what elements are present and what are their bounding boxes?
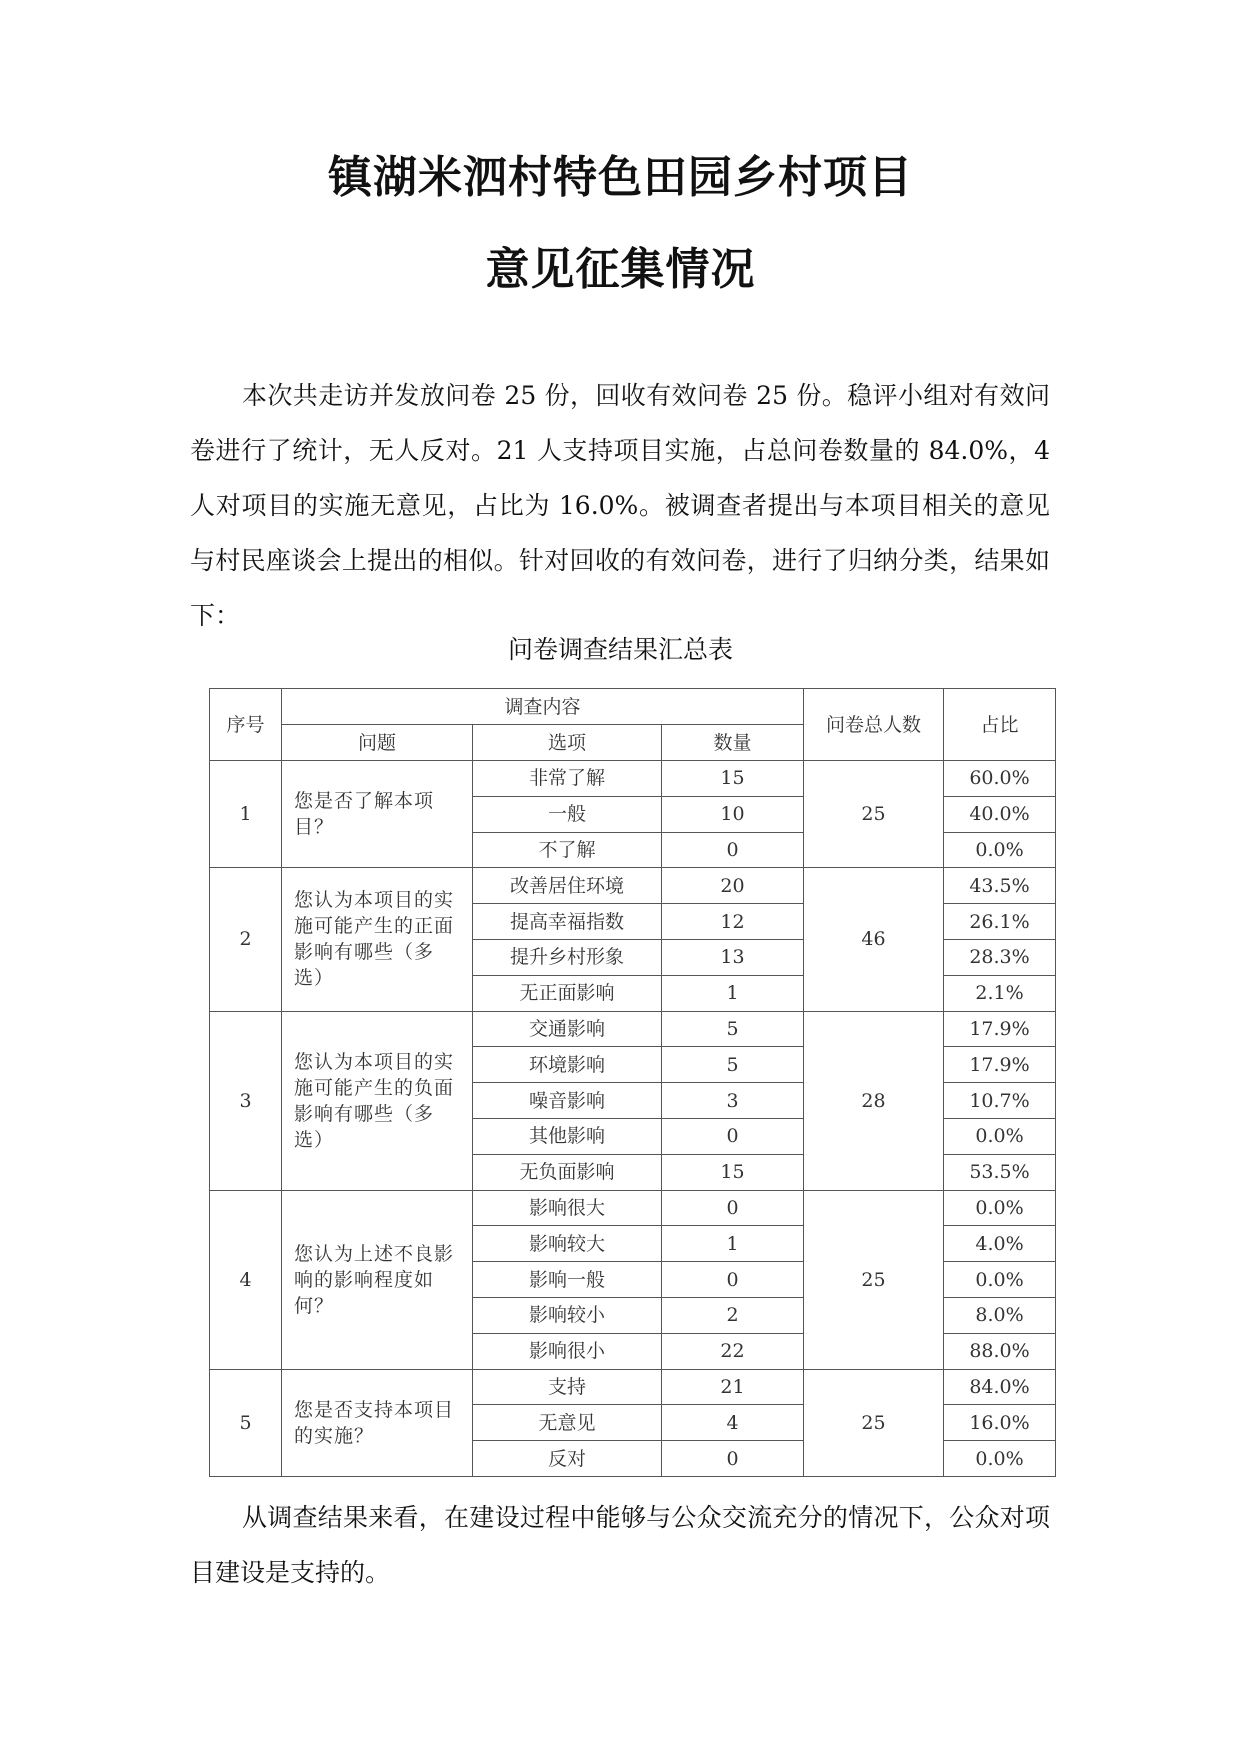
row-index: 5 bbox=[210, 1369, 282, 1476]
row-question: 您认为上述不良影响的影响程度如何？ bbox=[282, 1190, 473, 1369]
table-row bbox=[210, 868, 1056, 904]
row-count: 0 bbox=[662, 1190, 804, 1226]
header-total: 问卷总人数 bbox=[804, 689, 944, 761]
row-ratio: 4.0% bbox=[944, 1226, 1056, 1262]
row-ratio: 8.0% bbox=[944, 1297, 1056, 1333]
row-ratio: 10.7% bbox=[944, 1083, 1056, 1119]
table-row bbox=[210, 1011, 1056, 1047]
row-option: 不了解 bbox=[473, 832, 662, 868]
row-ratio: 0.0% bbox=[944, 1441, 1056, 1477]
row-option: 一般 bbox=[473, 796, 662, 832]
row-count: 0 bbox=[662, 1441, 804, 1477]
row-question: 您是否了解本项目？ bbox=[282, 761, 473, 868]
table-row bbox=[210, 761, 1056, 797]
row-option: 改善居住环境 bbox=[473, 868, 662, 904]
row-count: 22 bbox=[662, 1333, 804, 1369]
row-option: 影响较大 bbox=[473, 1226, 662, 1262]
survey-summary-table bbox=[209, 688, 1056, 1477]
row-option: 其他影响 bbox=[473, 1118, 662, 1154]
table-row bbox=[210, 1369, 1056, 1405]
table-caption: 问卷调查结果汇总表 bbox=[507, 635, 733, 664]
row-ratio: 16.0% bbox=[944, 1405, 1056, 1441]
row-ratio: 40.0% bbox=[944, 796, 1056, 832]
row-option: 无意见 bbox=[473, 1405, 662, 1441]
row-total: 25 bbox=[804, 1190, 944, 1369]
row-total: 28 bbox=[804, 1011, 944, 1190]
row-count: 13 bbox=[662, 939, 804, 975]
document-title-line-1: 镇湖米泗村特色田园乡村项目 bbox=[328, 152, 913, 203]
document-title-line-2: 意见征集情况 bbox=[485, 244, 756, 295]
row-option: 反对 bbox=[473, 1441, 662, 1477]
row-option: 交通影响 bbox=[473, 1011, 662, 1047]
conclusion-paragraph: 从调查结果来看，在建设过程中能够与公众交流充分的情况下，公众对项目建设是支持的。 bbox=[190, 1503, 1050, 1587]
row-total: 25 bbox=[804, 1369, 944, 1476]
row-count: 12 bbox=[662, 904, 804, 940]
table-row bbox=[210, 1190, 1056, 1226]
row-ratio: 17.9% bbox=[944, 1047, 1056, 1083]
row-count: 10 bbox=[662, 796, 804, 832]
row-option: 提高幸福指数 bbox=[473, 904, 662, 940]
row-option: 噪音影响 bbox=[473, 1083, 662, 1119]
row-count: 20 bbox=[662, 868, 804, 904]
row-index: 1 bbox=[210, 761, 282, 868]
row-count: 5 bbox=[662, 1047, 804, 1083]
row-ratio: 17.9% bbox=[944, 1011, 1056, 1047]
header-count: 数量 bbox=[662, 725, 804, 761]
row-option: 环境影响 bbox=[473, 1047, 662, 1083]
row-count: 4 bbox=[662, 1405, 804, 1441]
row-question: 您是否支持本项目的实施？ bbox=[282, 1369, 473, 1476]
row-count: 0 bbox=[662, 1262, 804, 1298]
row-total: 25 bbox=[804, 761, 944, 868]
row-ratio: 26.1% bbox=[944, 904, 1056, 940]
row-option: 影响一般 bbox=[473, 1262, 662, 1298]
row-question: 您认为本项目的实施可能产生的正面影响有哪些（多选） bbox=[282, 868, 473, 1011]
row-index: 4 bbox=[210, 1190, 282, 1369]
row-option: 影响很大 bbox=[473, 1190, 662, 1226]
row-ratio: 0.0% bbox=[944, 1118, 1056, 1154]
row-count: 2 bbox=[662, 1297, 804, 1333]
row-ratio: 53.5% bbox=[944, 1154, 1056, 1190]
row-option: 无负面影响 bbox=[473, 1154, 662, 1190]
row-option: 非常了解 bbox=[473, 761, 662, 797]
row-ratio: 2.1% bbox=[944, 975, 1056, 1011]
row-ratio: 0.0% bbox=[944, 832, 1056, 868]
row-ratio: 28.3% bbox=[944, 939, 1056, 975]
header-index: 序号 bbox=[210, 689, 282, 761]
row-count: 15 bbox=[662, 761, 804, 797]
row-question: 您认为本项目的实施可能产生的负面影响有哪些（多选） bbox=[282, 1011, 473, 1190]
row-ratio: 43.5% bbox=[944, 868, 1056, 904]
header-option: 选项 bbox=[473, 725, 662, 761]
row-count: 5 bbox=[662, 1011, 804, 1047]
row-count: 3 bbox=[662, 1083, 804, 1119]
row-option: 提升乡村形象 bbox=[473, 939, 662, 975]
row-count: 1 bbox=[662, 1226, 804, 1262]
row-count: 1 bbox=[662, 975, 804, 1011]
header-content: 调查内容 bbox=[282, 689, 804, 725]
row-count: 0 bbox=[662, 1118, 804, 1154]
row-count: 0 bbox=[662, 832, 804, 868]
row-ratio: 60.0% bbox=[944, 761, 1056, 797]
row-option: 影响很小 bbox=[473, 1333, 662, 1369]
row-ratio: 0.0% bbox=[944, 1262, 1056, 1298]
row-total: 46 bbox=[804, 868, 944, 1011]
row-ratio: 0.0% bbox=[944, 1190, 1056, 1226]
row-option: 无正面影响 bbox=[473, 975, 662, 1011]
header-question: 问题 bbox=[282, 725, 473, 761]
header-ratio: 占比 bbox=[944, 689, 1056, 761]
row-ratio: 88.0% bbox=[944, 1333, 1056, 1369]
row-count: 15 bbox=[662, 1154, 804, 1190]
row-index: 2 bbox=[210, 868, 282, 1011]
row-count: 21 bbox=[662, 1369, 804, 1405]
row-index: 3 bbox=[210, 1011, 282, 1190]
intro-paragraph: 本次共走访并发放问卷 25 份，回收有效问卷 25 份。稳评小组对有效问卷进行了统计，无人反对。21 人支持项目实施，占总问卷数量的 84.0%，4 人对项目的实施无意见，占比为 16.0%。被调查者提出与本项目相关的意见与村民座谈会上提出的相似。针对回收的有效问卷，进行了归纳分类，结果如下： bbox=[190, 381, 1050, 630]
row-ratio: 84.0% bbox=[944, 1369, 1056, 1405]
row-option: 支持 bbox=[473, 1369, 662, 1405]
row-option: 影响较小 bbox=[473, 1297, 662, 1333]
